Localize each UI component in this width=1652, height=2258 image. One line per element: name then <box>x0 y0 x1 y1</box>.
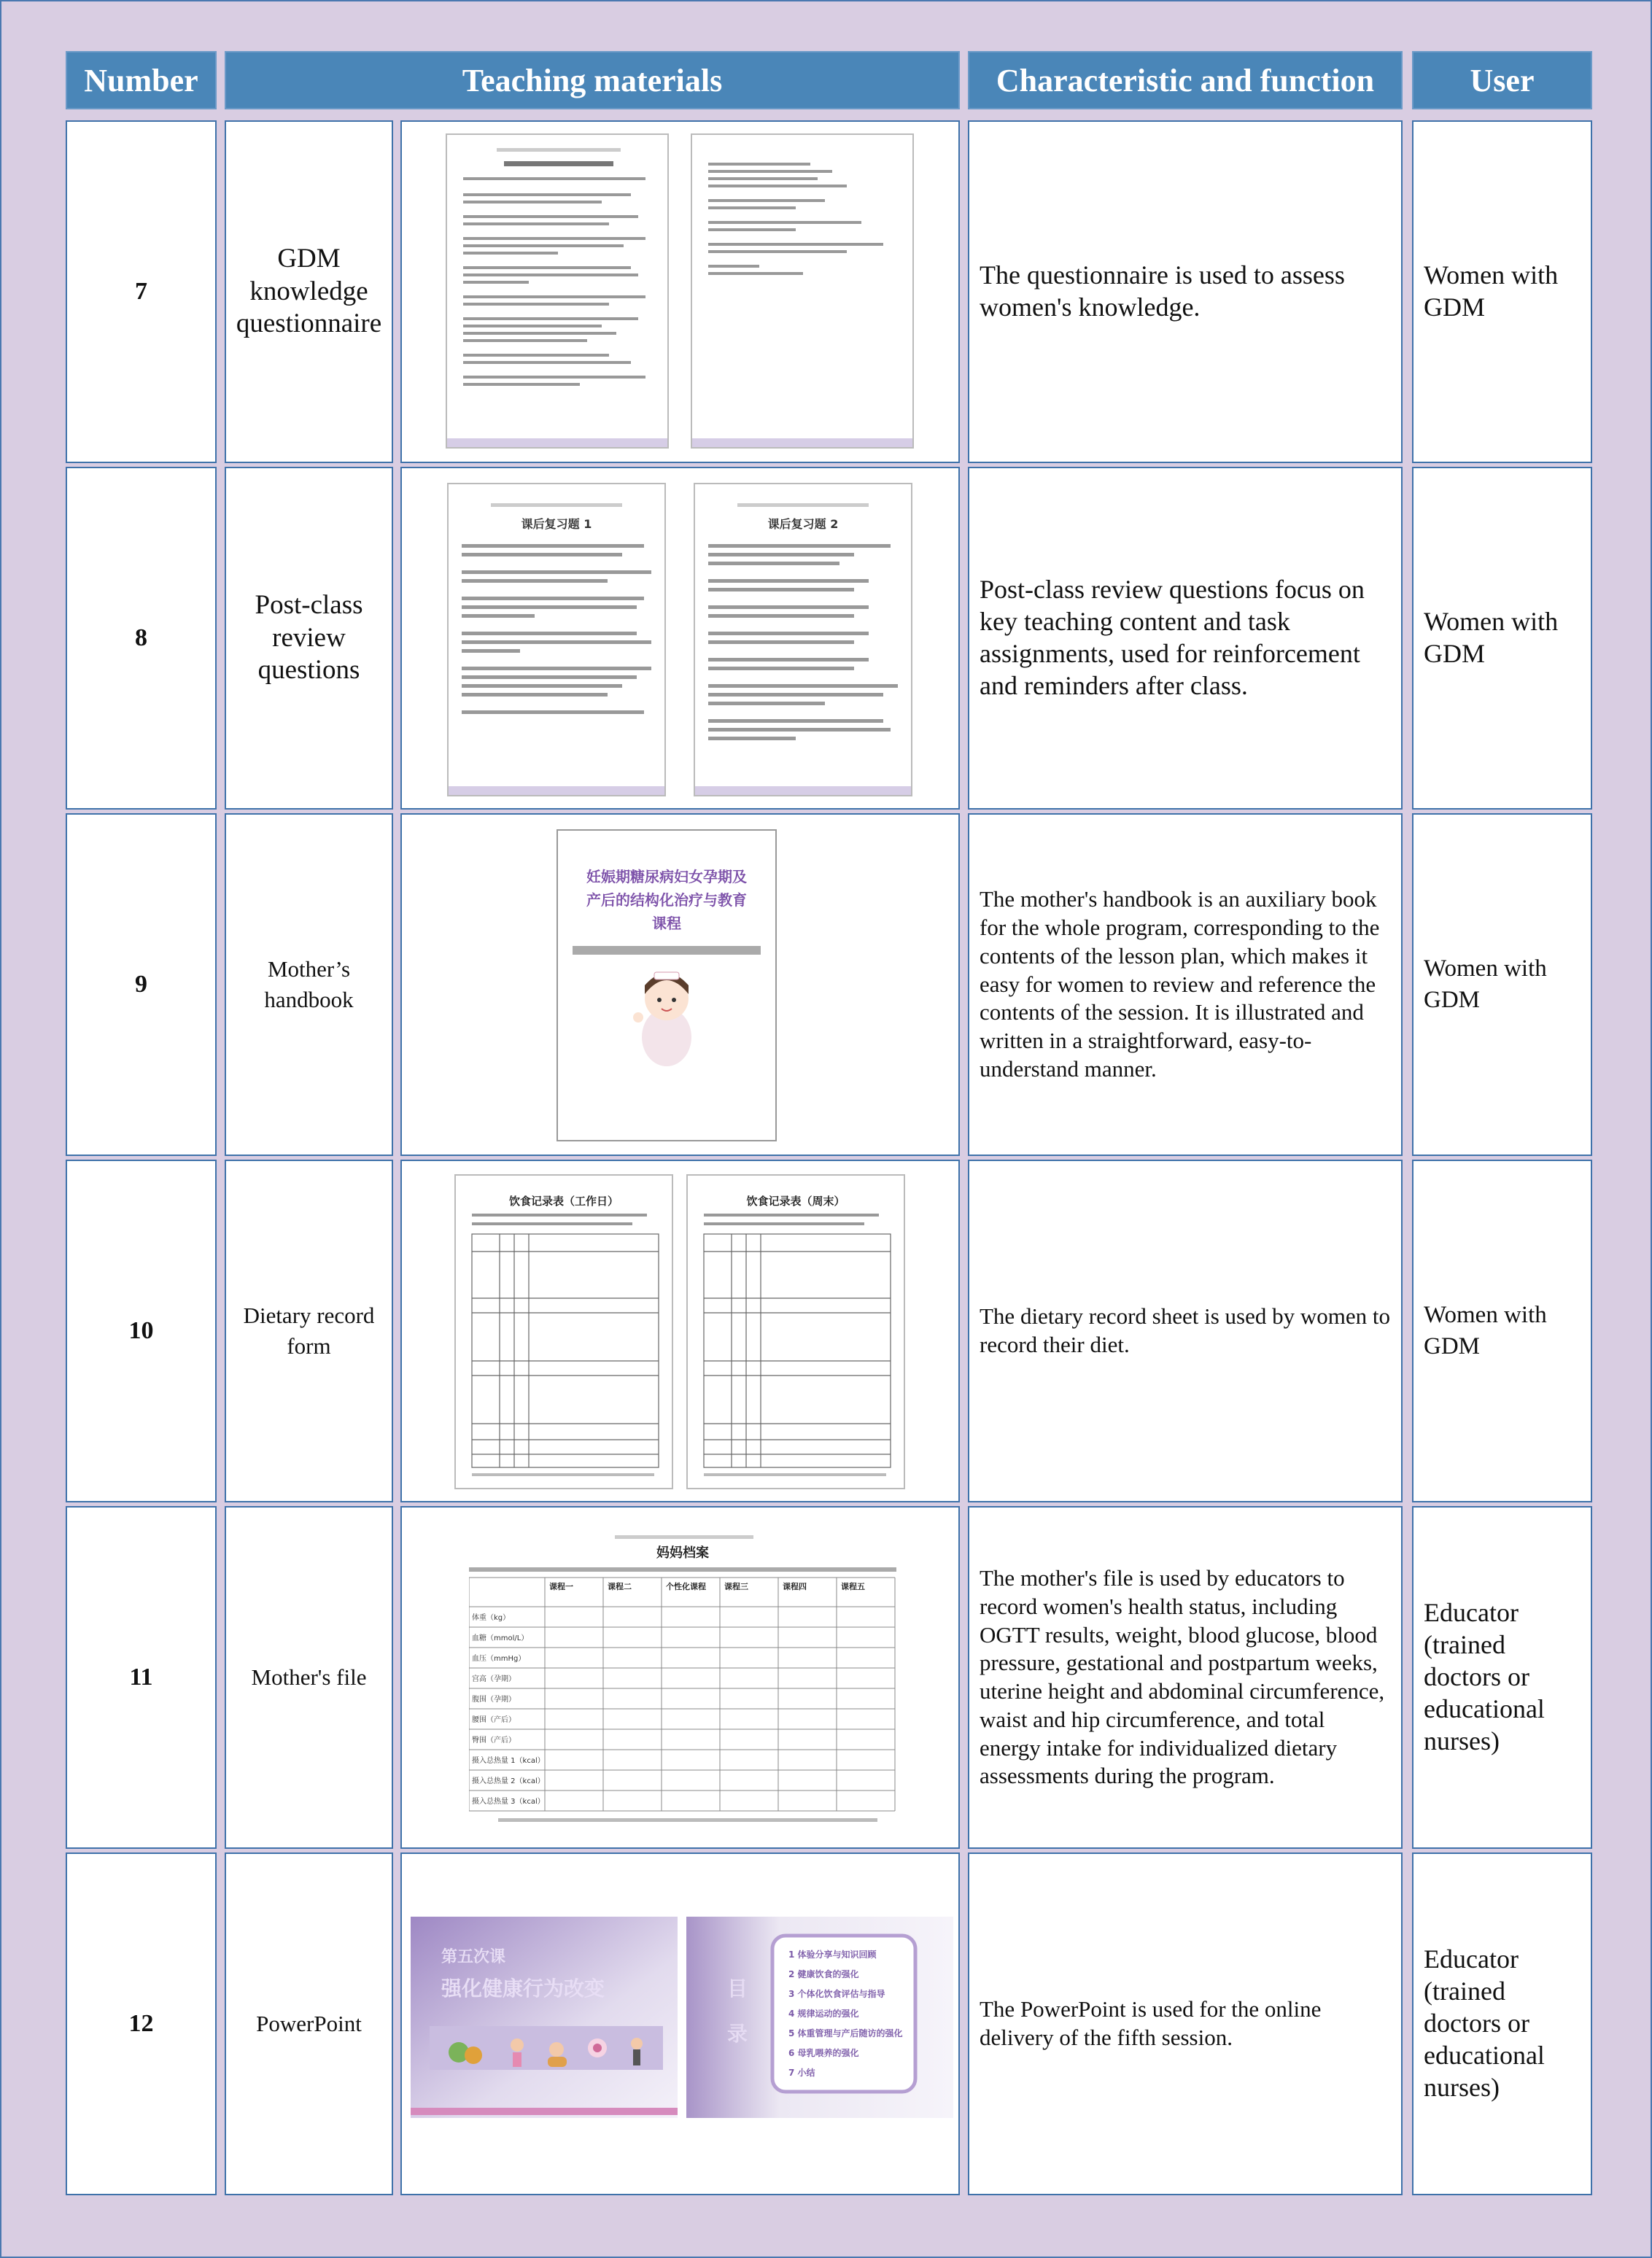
mother-file-title: 妈妈档案 <box>656 1545 709 1561</box>
mother-file-column-header: 课程一 <box>549 1582 573 1591</box>
row-9-description <box>968 813 1403 1156</box>
dietary-title-weekday: 饮食记录表（工作日） <box>508 1195 619 1208</box>
description-text: The PowerPoint is used for the online delivery of the fifth session. <box>980 1996 1322 2050</box>
slide-2-toc-item: 5 体重管理与产后随访的强化 <box>788 2028 903 2038</box>
slide-2-toc-item: 2 健康饮食的强化 <box>788 1969 859 1979</box>
slide-1-thumbnail <box>411 1917 678 2118</box>
header-materials-label: Teaching materials <box>462 62 723 98</box>
row-8-number <box>66 467 217 810</box>
questionnaire-page-1-thumbnail <box>446 133 669 449</box>
row-12-thumbnails <box>400 1852 960 2195</box>
row-11-material <box>225 1506 393 1849</box>
material-name: Post-class review questions <box>255 590 363 686</box>
row-7-user <box>1412 120 1592 463</box>
handbook-title-line-2: 产后的结构化治疗与教育 <box>586 891 747 909</box>
row-10-user <box>1412 1160 1592 1502</box>
slide-2-toc-item: 1 体验分享与知识回顾 <box>788 1949 877 1960</box>
description-text: The mother's file is used by educators to record women's health status, including OGTT results, weight, blood glucose, blood pressure, gestational and postpartum weeks, uterine height and abdominal circumference, waist and hip circumference, and total energy intake for individualized dietary assessments during the program. <box>980 1565 1385 1789</box>
header-materials <box>225 51 960 109</box>
mother-file-thumbnail <box>469 1529 896 1828</box>
row-9-thumbnails <box>400 813 960 1156</box>
row-12-material <box>225 1852 393 2195</box>
mother-file-row-label: 腹围（孕期） <box>472 1696 516 1704</box>
row-12-description <box>968 1852 1403 2195</box>
material-name: Dietary record form <box>243 1303 375 1359</box>
row-9-number <box>66 813 217 1156</box>
review-title-2: 课后复习题 2 <box>767 517 839 531</box>
user-text: Women with GDM <box>1424 260 1559 322</box>
slide-2-thumbnail <box>686 1917 953 2118</box>
user-text: Women with GDM <box>1424 1302 1547 1359</box>
header-user-label: User <box>1470 62 1535 98</box>
mother-file-column-header: 课程四 <box>783 1582 807 1591</box>
row-11-user <box>1412 1506 1592 1849</box>
slide-1-line-2: 强化健康行为改变 <box>441 1976 605 2001</box>
row-7-thumbnails <box>400 120 960 463</box>
user-text: Educator (trained doctors or educational nurses) <box>1424 1944 1545 2102</box>
description-text: The mother's handbook is an auxiliary book for the whole program, corresponding to the contents of the lesson plan, which makes it easy for women to review and reference the contents of the session. It is illustrated and written in a straightforward, easy-to-understand manner. <box>980 886 1380 1082</box>
row-12-user <box>1412 1852 1592 2195</box>
row-number: 10 <box>128 1317 154 1344</box>
row-9-material <box>225 813 393 1156</box>
row-10-material <box>225 1160 393 1502</box>
row-10-description <box>968 1160 1403 1502</box>
mother-file-row-label: 血压（mmHg） <box>472 1655 526 1663</box>
dietary-record-weekday-thumbnail <box>454 1174 673 1489</box>
row-8-thumbnails <box>400 467 960 810</box>
slide-2-side-1: 目 <box>726 1976 748 2001</box>
header-number-label: Number <box>84 62 198 98</box>
slide-1-line-1: 第五次课 <box>441 1948 506 1966</box>
mother-file-row-label: 摄入总热量 3（kcal） <box>472 1798 545 1806</box>
mother-file-row-label: 体重（kg） <box>472 1614 511 1622</box>
row-11-thumbnails <box>400 1506 960 1849</box>
material-name: PowerPoint <box>256 2011 362 2037</box>
mother-file-row-label: 摄入总热量 1（kcal） <box>472 1757 545 1765</box>
row-10-number <box>66 1160 217 1502</box>
mother-file-column-header: 课程二 <box>608 1582 632 1591</box>
mother-file-row-label: 摄入总热量 2（kcal） <box>472 1777 545 1785</box>
mother-file-row-label: 腰围（产后） <box>472 1716 516 1724</box>
mother-file-column-header: 课程五 <box>841 1582 865 1591</box>
material-name: Mother's file <box>251 1664 367 1691</box>
handbook-title-line-1: 妊娠期糖尿病妇女孕期及 <box>586 868 747 885</box>
questionnaire-page-2-thumbnail <box>691 133 914 449</box>
slide-2-toc-item: 6 母乳喂养的强化 <box>788 2048 859 2058</box>
material-name: GDM knowledge questionnaire <box>236 244 382 339</box>
row-8-material <box>225 467 393 810</box>
dietary-record-weekend-thumbnail <box>686 1174 905 1489</box>
row-number: 9 <box>135 971 147 998</box>
row-12-number <box>66 1852 217 2195</box>
handbook-cover-thumbnail <box>557 829 777 1141</box>
slide-2-toc-item: 3 个体化饮食评估与指导 <box>788 1989 885 1999</box>
mother-file-row-label: 臀围（产后） <box>472 1737 516 1745</box>
row-10-thumbnails <box>400 1160 960 1502</box>
review-questions-2-thumbnail <box>694 483 912 796</box>
row-number: 7 <box>135 278 147 305</box>
header-number <box>66 51 217 109</box>
row-9-user <box>1412 813 1592 1156</box>
row-8-user <box>1412 467 1592 810</box>
row-11-number <box>66 1506 217 1849</box>
row-11-description <box>968 1506 1403 1849</box>
slide-2-toc-item: 4 规律运动的强化 <box>788 2009 859 2019</box>
description-text: Post-class review questions focus on key teaching content and task assignments, used for reinforcement and reminders after class. <box>980 575 1365 700</box>
slide-2-side-2: 录 <box>726 2022 748 2046</box>
header-characteristic-label: Characteristic and function <box>996 62 1375 98</box>
handbook-title-line-3: 课程 <box>652 915 681 932</box>
row-8-description <box>968 467 1403 810</box>
header-user <box>1412 51 1592 109</box>
mother-file-row-label: 宫高（孕期） <box>472 1675 516 1683</box>
mother-file-column-header: 个性化课程 <box>666 1582 706 1591</box>
row-number: 12 <box>128 2010 154 2037</box>
row-number: 11 <box>129 1664 153 1691</box>
review-title-1: 课后复习题 1 <box>521 517 592 531</box>
row-7-number <box>66 120 217 463</box>
dietary-title-weekend: 饮食记录表（周末） <box>746 1195 845 1208</box>
row-number: 8 <box>135 624 147 651</box>
user-text: Women with GDM <box>1424 607 1559 668</box>
slide-2-toc-item: 7 小结 <box>788 2068 815 2078</box>
description-text: The questionnaire is used to assess women's knowledge. <box>980 260 1345 322</box>
mother-file-column-header: 课程三 <box>724 1582 748 1591</box>
description-text: The dietary record sheet is used by women to record their diet. <box>980 1303 1390 1357</box>
mother-file-row-label: 血糖（mmol/L） <box>472 1634 529 1642</box>
row-7-description <box>968 120 1403 463</box>
review-questions-1-thumbnail <box>447 483 666 796</box>
row-7-material <box>225 120 393 463</box>
user-text: Women with GDM <box>1424 955 1547 1013</box>
user-text: Educator (trained doctors or educational nurses) <box>1424 1598 1545 1755</box>
material-name: Mother’s handbook <box>264 956 354 1012</box>
header-characteristic <box>968 51 1403 109</box>
